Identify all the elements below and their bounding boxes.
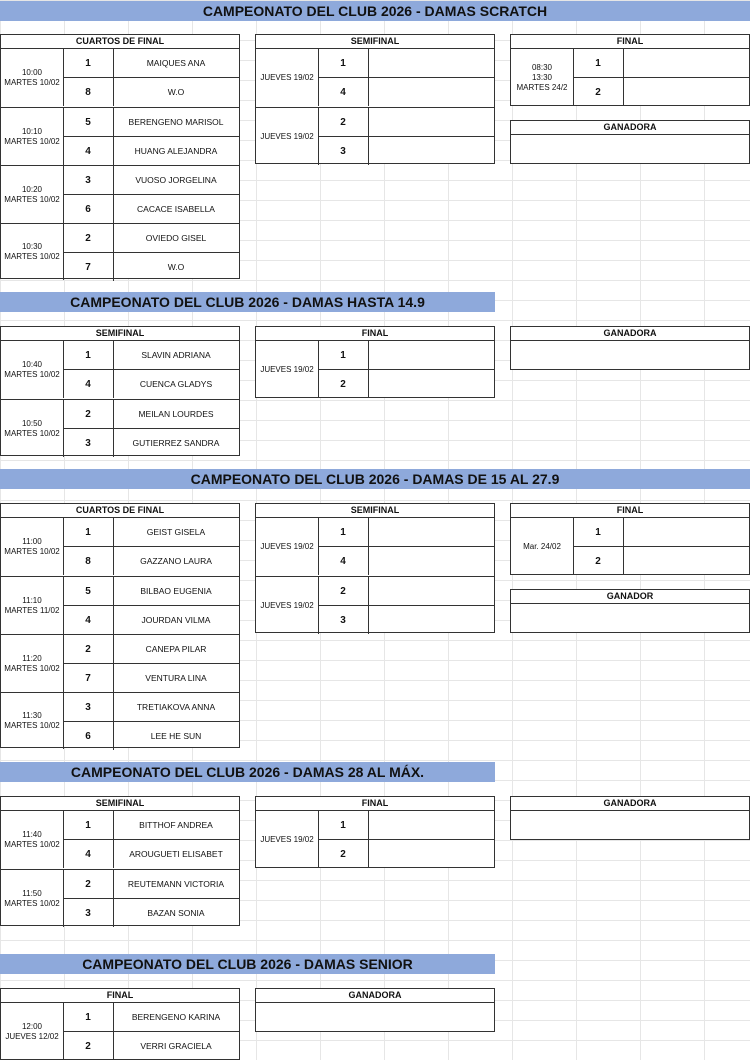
section-title-senior: CAMPEONATO DEL CLUB 2026 - DAMAS SENIOR (0, 954, 495, 974)
winner-box-senior (255, 988, 495, 1032)
player-name: GEIST GISELA (146, 527, 206, 537)
player-name: GUTIERREZ SANDRA (132, 438, 220, 448)
player-name: BERENGENO KARINA (131, 1012, 221, 1022)
seed: 2 (63, 870, 114, 898)
final-bracket-28 (255, 796, 495, 868)
match-sf-1 (256, 49, 494, 106)
match-sf-2 (256, 107, 494, 165)
player-row (63, 898, 239, 927)
player-row (63, 1031, 239, 1060)
seed: 3 (318, 606, 369, 634)
player-row (63, 546, 239, 575)
player-row (318, 77, 494, 106)
winner-box-hasta-14-9 (510, 326, 750, 370)
winner-slot (511, 341, 749, 369)
section-title-hasta-14-9: CAMPEONATO DEL CLUB 2026 - DAMAS HASTA 14.9 (0, 292, 495, 312)
winner-header: GANADOR (511, 590, 749, 604)
winner-slot (511, 811, 749, 839)
seed: 2 (63, 635, 114, 663)
match-qf-2 (1, 576, 239, 634)
player-name: REUTEMANN VICTORIA (127, 879, 225, 889)
winner-box-28 (510, 796, 750, 840)
player-row (63, 839, 239, 868)
player-name: SLAVIN ADRIANA (141, 350, 211, 360)
section-title-scratch: CAMPEONATO DEL CLUB 2026 - DAMAS SCRATCH (0, 1, 750, 21)
match-qf-4 (1, 692, 239, 749)
match-sf-2 (1, 399, 239, 457)
player-name: BILBAO EUGENIA (140, 586, 212, 596)
match-time: 11:20 (22, 653, 42, 663)
winner-slot (511, 135, 749, 163)
player-row (1, 49, 239, 77)
match-qf-1 (1, 518, 239, 575)
seed: 4 (63, 606, 114, 634)
qf-bracket-de-15 (0, 503, 240, 748)
seed: 2 (573, 547, 624, 575)
seed: 2 (63, 400, 114, 428)
seed: 7 (63, 253, 114, 281)
player-name: W.O (167, 262, 185, 272)
final-bracket-scratch (510, 34, 750, 106)
seed: 8 (63, 547, 114, 575)
section-title-de-15-al-27-9: CAMPEONATO DEL CLUB 2026 - DAMAS DE 15 AL 27.9 (0, 469, 750, 489)
player-row (318, 839, 494, 868)
final-bracket-senior (0, 988, 240, 1060)
player-row (1, 518, 239, 546)
seed: 1 (318, 341, 369, 369)
player-name: LEE HE SUN (150, 731, 202, 741)
player-row (63, 428, 239, 457)
seed: 1 (573, 518, 624, 546)
match-final (511, 49, 749, 106)
player-row (1, 166, 239, 194)
match-date: MARTES 10/02 (4, 839, 60, 849)
player-row (256, 341, 494, 369)
player-name: AROUGUETI ELISABET (129, 849, 223, 859)
match-date: MARTES 24/2 (516, 82, 568, 92)
match-date: MARTES 10/02 (4, 369, 60, 379)
match-date: MARTES 10/02 (4, 77, 60, 87)
player-row (63, 136, 239, 165)
player-name: CANEPA PILAR (145, 644, 207, 654)
player-name: BAZAN SONIA (147, 908, 205, 918)
player-name: GAZZANO LAURA (140, 556, 212, 566)
match-date: JUEVES 19/02 (256, 811, 319, 868)
sf-bracket-scratch (255, 34, 495, 164)
seed: 4 (318, 78, 369, 106)
player-row (1, 224, 239, 252)
player-row (1, 400, 239, 428)
player-name: BITTHOF ANDREA (139, 820, 213, 830)
player-name: JOURDAN VILMA (141, 615, 211, 625)
player-row (1, 577, 239, 605)
seed: 3 (318, 137, 369, 165)
seed: 1 (63, 341, 114, 369)
sf-header: SEMIFINAL (1, 327, 239, 341)
seed: 2 (573, 78, 624, 106)
player-row (511, 49, 749, 77)
sf-header: SEMIFINAL (1, 797, 239, 811)
qf-header: CUARTOS DE FINAL (1, 35, 239, 49)
match-time: 08:30 (531, 62, 553, 72)
final-header: FINAL (256, 327, 494, 341)
seed: 5 (63, 577, 114, 605)
sf-header: SEMIFINAL (256, 35, 494, 49)
player-name: VERRI GRACIELA (140, 1041, 212, 1051)
match-date: JUEVES 12/02 (5, 1031, 59, 1041)
winner-header: GANADORA (256, 989, 494, 1003)
player-name: MEILAN LOURDES (138, 409, 214, 419)
player-name: VENTURA LINA (145, 673, 207, 683)
final-bracket-hasta-14-9 (255, 326, 495, 398)
seed: 3 (63, 166, 114, 194)
seed: 4 (63, 840, 114, 868)
seed: 6 (63, 195, 114, 223)
match-final (1, 1003, 239, 1060)
winner-slot (511, 604, 749, 632)
player-row (63, 77, 239, 106)
match-date: JUEVES 19/02 (256, 577, 319, 634)
seed: 3 (63, 899, 114, 927)
match-date: MARTES 10/02 (4, 252, 60, 261)
match-time: 10:20 (21, 184, 43, 194)
player-name: CUENCA GLADYS (139, 379, 213, 389)
player-name: CACACE ISABELLA (137, 204, 215, 214)
match-sf-1 (1, 341, 239, 398)
player-row (1, 108, 239, 136)
sf-bracket-de-15 (255, 503, 495, 633)
player-row (1, 1003, 239, 1031)
seed: 1 (318, 811, 369, 839)
seed: 1 (318, 518, 369, 546)
winner-header: GANADORA (511, 121, 749, 135)
player-name: BERENGENO MARISOL (128, 117, 224, 127)
seed: 5 (63, 108, 114, 136)
player-row (63, 605, 239, 634)
player-row (1, 693, 239, 721)
match-time: 12:00 (21, 1021, 43, 1031)
match-final (511, 518, 749, 575)
player-row (63, 194, 239, 223)
match-date: MARTES 10/02 (4, 136, 60, 146)
player-row (318, 605, 494, 634)
match-sf-1 (1, 811, 239, 868)
match-time: 11:50 (22, 888, 42, 898)
seed: 2 (63, 1032, 114, 1060)
match-date: JUEVES 19/02 (256, 341, 319, 398)
match-date: JUEVES 19/02 (256, 518, 319, 575)
seed: 4 (63, 137, 114, 165)
player-name: TRETIAKOVA ANNA (136, 702, 216, 712)
seed: 7 (63, 664, 114, 692)
player-row (1, 635, 239, 663)
match-time: 10:10 (21, 126, 43, 136)
player-row (1, 811, 239, 839)
player-row (511, 518, 749, 546)
player-row (573, 77, 749, 106)
seed: 2 (318, 577, 369, 605)
match-sf-2 (256, 576, 494, 634)
player-row (1, 870, 239, 898)
player-row (63, 663, 239, 692)
match-date: MARTES 10/02 (4, 194, 60, 204)
match-date: MARTES 10/02 (4, 663, 60, 673)
player-name: HUANG ALEJANDRA (134, 146, 218, 156)
player-row (63, 252, 239, 281)
match-qf-3 (1, 634, 239, 692)
player-row (256, 811, 494, 839)
match-date: JUEVES 19/02 (256, 49, 319, 106)
seed: 2 (318, 840, 369, 868)
seed: 2 (318, 370, 369, 398)
seed: 4 (63, 370, 114, 398)
seed: 2 (318, 108, 369, 136)
match-date: MARTES 11/02 (4, 605, 60, 615)
match-date: MARTES 10/02 (4, 546, 60, 556)
final-header: FINAL (1, 989, 239, 1003)
player-row (1, 341, 239, 369)
seed: 4 (318, 547, 369, 575)
match-date: MARTES 10/02 (4, 721, 60, 730)
match-time: 10:00 (21, 67, 43, 77)
player-row (256, 108, 494, 136)
match-qf-2 (1, 107, 239, 165)
seed: 1 (63, 518, 114, 546)
final-header: FINAL (256, 797, 494, 811)
match-qf-4 (1, 223, 239, 280)
qf-bracket-scratch (0, 34, 240, 279)
final-bracket-de-15 (510, 503, 750, 575)
match-final (256, 341, 494, 398)
player-row (256, 49, 494, 77)
match-qf-3 (1, 165, 239, 223)
section-title-28-al-max: CAMPEONATO DEL CLUB 2026 - DAMAS 28 AL MÁX. (0, 762, 495, 782)
match-date: Mar. 24/02 (511, 518, 574, 575)
seed: 1 (63, 1003, 114, 1031)
player-row (318, 369, 494, 398)
player-row (63, 369, 239, 398)
player-row (256, 577, 494, 605)
match-time: 13:30 (531, 72, 553, 82)
player-name: W.O (167, 87, 185, 97)
match-sf-2 (1, 869, 239, 927)
match-date: MARTES 10/02 (4, 898, 60, 908)
player-name: OVIEDO GISEL (145, 233, 207, 243)
winner-header: GANADORA (511, 327, 749, 341)
match-time: 11:10 (22, 595, 42, 605)
match-time: 11:40 (22, 829, 42, 839)
seed: 1 (573, 49, 624, 77)
seed: 2 (63, 224, 114, 252)
player-row (63, 721, 239, 750)
winner-header: GANADORA (511, 797, 749, 811)
seed: 1 (63, 811, 114, 839)
player-row (573, 546, 749, 575)
winner-slot (256, 1003, 494, 1031)
match-date: MARTES 10/02 (4, 428, 60, 438)
final-header: FINAL (511, 35, 749, 49)
qf-header: CUARTOS DE FINAL (1, 504, 239, 518)
winner-box-de-15 (510, 589, 750, 633)
player-row (256, 518, 494, 546)
match-time: 10:50 (21, 418, 43, 428)
player-row (318, 136, 494, 165)
match-qf-1 (1, 49, 239, 106)
player-name: MAIQUES ANA (146, 58, 206, 68)
seed: 3 (63, 693, 114, 721)
seed: 3 (63, 429, 114, 457)
sf-bracket-hasta-14-9 (0, 326, 240, 456)
player-name: VUOSO JORGELINA (135, 175, 217, 185)
seed: 1 (318, 49, 369, 77)
match-time: 11:00 (22, 536, 42, 546)
final-header: FINAL (511, 504, 749, 518)
sf-header: SEMIFINAL (256, 504, 494, 518)
seed: 6 (63, 722, 114, 750)
seed: 8 (63, 78, 114, 106)
seed: 1 (63, 49, 114, 77)
match-time: 10:40 (21, 359, 43, 369)
match-time: 11:30 (22, 711, 42, 720)
sf-bracket-28 (0, 796, 240, 926)
match-sf-1 (256, 518, 494, 575)
player-row (318, 546, 494, 575)
match-date: JUEVES 19/02 (256, 108, 319, 165)
winner-box-scratch (510, 120, 750, 164)
match-final (256, 811, 494, 868)
match-time: 10:30 (21, 242, 43, 251)
